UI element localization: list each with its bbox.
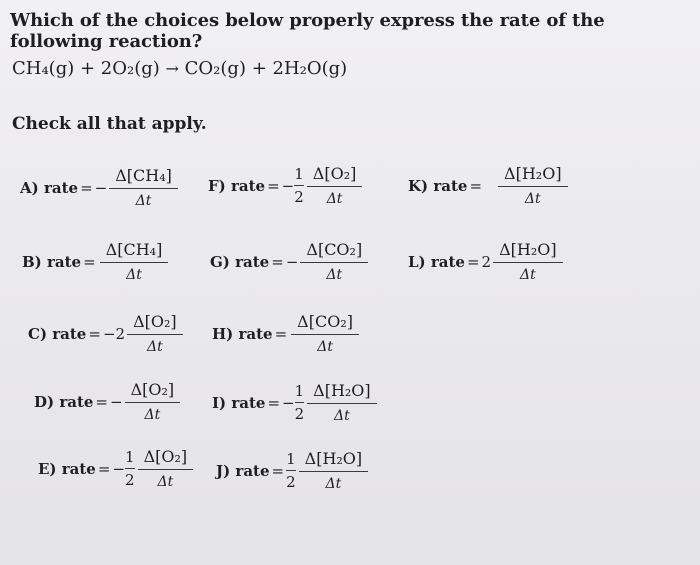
coef-numerator: 1 [125,448,135,466]
equals-sign: = [97,459,111,478]
equals-sign: = [95,392,108,411]
choice-j[interactable] [216,449,370,492]
coefficient-fraction [125,448,135,489]
choice-label: K) rate [408,176,468,195]
denominator: Δt [146,339,163,355]
choice-label: B) rate [22,252,82,271]
coefficient-fraction [286,450,296,491]
choice-label: L) rate [408,252,465,271]
choice-label: A) rate [20,178,79,197]
reaction-equation [12,58,347,79]
choice-a[interactable] [20,166,180,209]
choice-label: H) rate [212,324,273,343]
sign: − [110,392,123,411]
denominator: Δt [326,191,343,207]
coef-bar [295,402,305,403]
denominator: Δt [519,267,536,283]
numerator: Δ[H₂O] [313,381,371,400]
equals-sign: = [271,461,285,480]
choice-d[interactable] [34,380,182,423]
choice-b[interactable] [22,240,170,283]
denominator: Δt [157,474,174,490]
rate-fraction [100,240,169,283]
numerator: Δ[CO₂] [306,240,363,259]
numerator: Δ[O₂] [130,380,175,399]
numerator: Δ[O₂] [133,312,177,331]
rate-fraction [493,240,563,283]
choice-l[interactable] [408,240,565,283]
rate-fraction [138,447,194,490]
coefficient-fraction [294,165,304,206]
choice-f[interactable] [208,164,364,207]
coef-denominator: 2 [286,473,296,491]
numerator: Δ[H₂O] [499,240,557,259]
denominator: Δt [144,407,161,423]
numerator: Δ[H₂O] [504,164,562,183]
equals-sign: = [267,176,280,195]
numerator: Δ[CO₂] [297,312,353,331]
denominator: Δt [135,193,152,209]
numerator: Δ[H₂O] [304,449,363,468]
denominator: Δt [325,476,342,492]
sign: − [282,393,295,412]
choice-label: E) rate [38,459,96,478]
choice-h[interactable] [212,312,361,355]
equals-sign: = [466,252,480,271]
coef-bar [294,185,304,186]
equals-sign: = [469,176,483,195]
sign: − [94,178,108,197]
choice-label: D) rate [34,392,94,411]
rate-fraction [109,166,178,209]
equals-sign: = [83,252,96,271]
rate-fraction [291,312,359,355]
numerator: Δ[O₂] [312,164,357,183]
choice-i[interactable] [212,381,379,424]
choice-label: F) rate [208,176,266,195]
equals-sign: = [80,178,93,197]
reaction-reactants: CH₄(g) + 2O₂(g) [12,58,160,79]
equals-sign: = [271,252,284,271]
denominator: Δt [524,191,541,207]
coef-bar [125,468,135,469]
denominator: Δt [326,267,343,283]
coef-numerator: 1 [294,382,305,400]
choice-k[interactable] [408,164,570,207]
numerator: Δ[CH₄] [115,166,172,185]
choice-e[interactable] [38,447,195,490]
denominator: Δt [126,267,142,283]
rate-fraction [127,312,183,355]
sign: − [281,176,295,195]
sign: 2 [481,252,492,271]
reaction-products: CO₂(g) + 2H₂O(g) [184,58,348,79]
sign: − [285,252,299,271]
question-text: Which of the choices below properly express the rate of the following reaction? [10,10,605,52]
rate-fraction [299,449,369,492]
rate-fraction [300,240,368,283]
coef-denominator: 2 [294,405,305,423]
coef-numerator: 1 [294,165,304,183]
rate-fraction [307,164,363,207]
choice-label: G) rate [210,252,270,271]
equals-sign: = [88,324,101,343]
choice-label: J) rate [216,461,270,480]
sign: − [112,459,126,478]
rate-fraction [125,380,181,423]
choice-c[interactable] [28,312,185,355]
choice-label: C) rate [28,324,87,343]
coef-denominator: 2 [125,471,135,489]
rate-fraction [498,164,568,207]
coefficient-fraction [295,382,305,423]
denominator: Δt [334,408,350,424]
numerator: Δ[O₂] [143,447,188,466]
choice-g[interactable] [210,240,370,283]
coef-bar [286,470,296,471]
denominator: Δt [317,339,333,355]
coef-denominator: 2 [294,188,304,206]
equals-sign: = [267,393,281,412]
reaction-arrow: → [165,59,179,78]
choice-label: I) rate [212,393,266,412]
instruction-text: Check all that apply. [12,114,207,134]
equals-sign: = [274,324,288,343]
numerator: Δ[CH₄] [105,240,163,259]
coef-numerator: 1 [286,450,296,468]
sign: −2 [102,324,126,343]
rate-fraction [307,381,377,424]
